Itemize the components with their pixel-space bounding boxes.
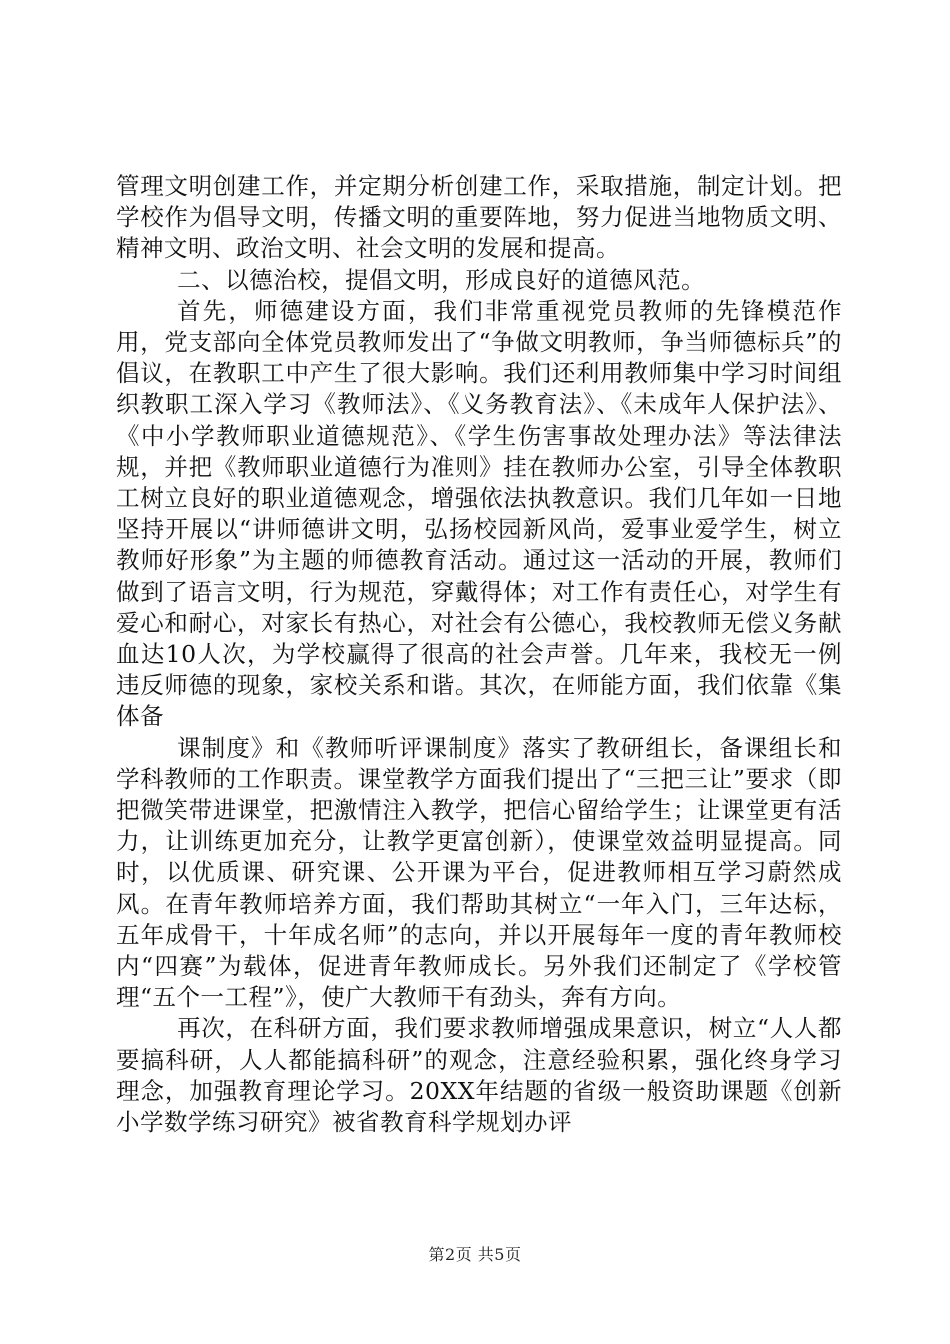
section-heading: 二、以德治校，提倡文明，形成良好的道德风范。 bbox=[177, 265, 706, 294]
page-number-footer: 第2页 共5页 bbox=[428, 1245, 522, 1264]
document-body bbox=[116, 171, 842, 1138]
paragraph-teacher-ethics: 首先，师德建设方面，我们非常重视党员教师的先锋模范作用，党支部向全体党员教师发出了“争做文明教师，争当师德标兵”的倡议，在教职工中产生了很大影响。我们还利用教师集中学习时间组织教职工深入学习《教师法》、《义务教育法》、《未成年人保护法》、《中小学教师职业道德规范》、《学生伤害事故处理办法》等法律法规，并把《教师职业道德行为准则》挂在教师办公室，引导全体教职工树立良好的职业道德观念，增强依法执教意识。我们几年如一日地坚持开展以“讲师德讲文明，弘扬校园新风尚，爱事业爱学生，树立教师好形象”为主题的师德教育活动。通过这一活动的开展，教师们做到了语言文明，行为规范，穿戴得体；对工作有责任心，对学生有爱心和耐心，对家长有热心，对社会有公德心，我校教师无偿义务献血达10人次，为学校赢得了很高的社会声誉。几年来，我校无一例违反师德的现象，家校关系和谐。其次，在师能方面，我们依靠《集体备 bbox=[116, 296, 842, 731]
paragraph-research: 再次，在科研方面，我们要求教师增强成果意识，树立“人人都要搞科研，人人都能搞科研”的观念，注意经验积累，强化终身学习理念，加强教育理论学习。20XX年结题的省级一般资助课题《创新小学数学练习研究》被省教育科学规划办评 bbox=[116, 1014, 842, 1137]
paragraph-continuation: 管理文明创建工作，并定期分析创建工作，采取措施，制定计划。把学校作为倡导文明，传播文明的重要阵地，努力促进当地物质文明、精神文明、政治文明、社会文明的发展和提高。 bbox=[116, 172, 842, 263]
paragraph-lesson-system: 课制度》和《教师听评课制度》落实了教研组长，备课组长和学科教师的工作职责。课堂教学方面我们提出了“三把三让”要求（即把微笑带进课堂，把激情注入教学，把信心留给学生；让课堂更有活力，让训练更加充分，让教学更富创新），使课堂效益明显提高。同时，以优质课、研究课、公开课为平台，促进教师相互学习蔚然成风。在青年教师培养方面，我们帮助其树立“一年入门，三年达标，五年成骨干，十年成名师”的志向，并以开展每年一度的青年教师校内“四赛”为载体，促进青年教师成长。另外我们还制定了《学校管理“五个一工程”》，使广大教师干有劲头，奔有方向。 bbox=[116, 733, 842, 1012]
